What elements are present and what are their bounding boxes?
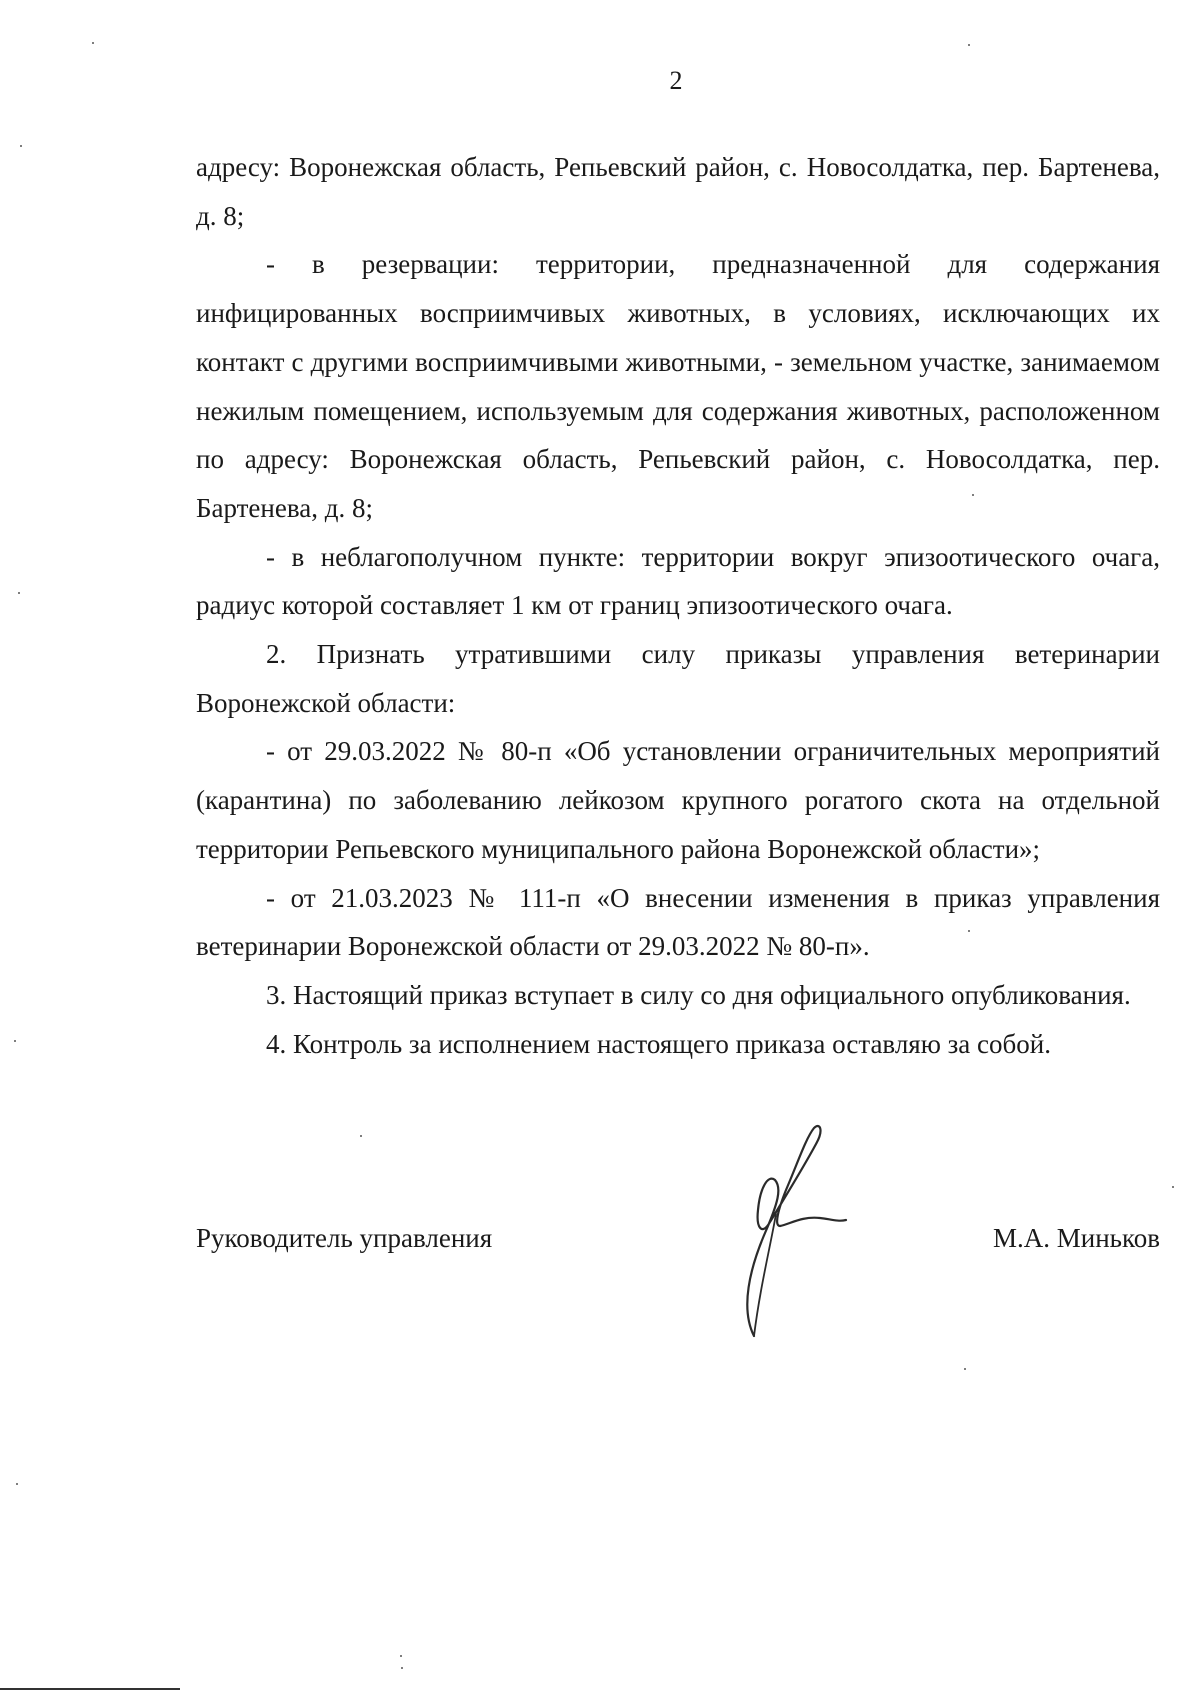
signatory-position: Руководитель управления <box>196 1223 493 1253</box>
scan-speck <box>20 145 22 147</box>
scan-speck <box>1172 1186 1174 1188</box>
scan-speck <box>968 930 970 932</box>
scan-speck <box>18 592 20 594</box>
scan-speck <box>401 1667 403 1669</box>
scan-speck <box>92 42 94 44</box>
scan-speck <box>14 1040 16 1042</box>
paragraph-item-2: 2. Признать утратившими силу приказы управления ветеринарии Воронежской области: <box>196 639 1160 718</box>
paragraph-item-3: 3. Настоящий приказ вступает в силу со дня официального опубликования. <box>266 979 1131 1010</box>
paragraph-item-4: 4. Контроль за исполнением настоящего приказа оставляю за собой. <box>266 1028 1051 1059</box>
document-body <box>196 143 1160 1068</box>
paragraph-address-continuation: адресу: Воронежская область, Репьевский район, с. Новосолдатка, пер. Бартенева, д. 8; <box>196 152 1160 231</box>
page-number: 2 <box>669 66 683 95</box>
scan-speck <box>964 1368 966 1370</box>
handwritten-signature <box>720 1118 870 1340</box>
scan-speck <box>968 44 970 46</box>
paragraph-unfavorable-point: - в неблагополучном пункте: территории вокруг эпизоотического очага, радиус которой составляет 1 км от границ эпизоотического очага. <box>196 541 1160 621</box>
bottom-scan-rule <box>0 1688 180 1690</box>
paragraph-order-111p: - от 21.03.2023 № 111-п «О внесении изменения в приказ управления ветеринарии Воронежской области от 29.03.2022 № 80-п». <box>196 882 1160 962</box>
paragraph-reservation: - в резервации: территории, предназначенной для содержания инфицированных восприимчивых животных, в условиях, исключающих их контакт с другими восприимчивыми животными, - земельном участке, занимаемом нежилым помещением, используемым для содержания животных, расположенном по адресу: Воронежская область, Репьевский район, с. Новосолдатка, пер. Бартенева, д. 8; <box>196 249 1160 523</box>
scan-speck <box>400 1655 402 1657</box>
scan-speck <box>972 494 974 496</box>
signatory-name: М.А. Миньков <box>993 1223 1160 1253</box>
paragraph-order-80p: - от 29.03.2022 № 80-п «Об установлении ограничительных мероприятий (карантина) по заболеванию лейкозом крупного рогатого скота на отдельной территории Репьевского муниципального района Воронежской области»; <box>196 736 1160 864</box>
scan-speck <box>360 1135 362 1137</box>
scan-speck <box>16 1483 18 1485</box>
